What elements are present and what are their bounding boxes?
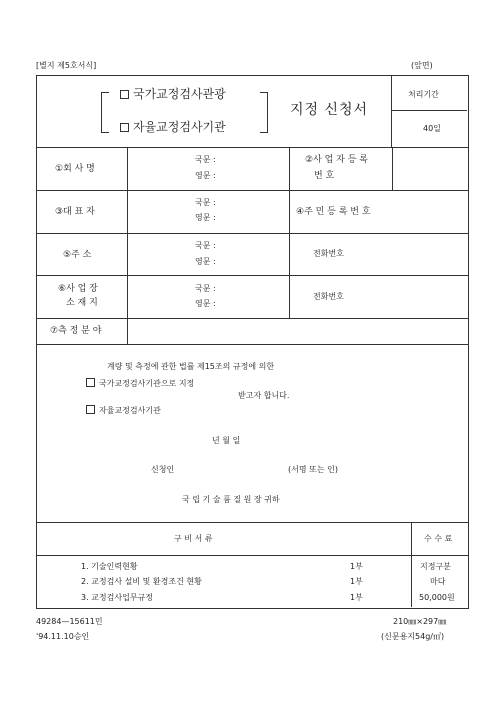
business-reg-label: ②사 업 자 등 록 [305,155,368,165]
body-option-national[interactable]: 국가교정검사기관으로 지정 [86,378,194,388]
paper-type: (신문용지54g/㎡) [381,632,445,641]
korean-label: 국문 : [195,284,216,293]
right-bracket [260,92,268,133]
page-side: (앞면) [411,61,433,70]
fee-line: 마다 [430,577,446,586]
processing-period-value: 40일 [423,124,441,133]
checkbox[interactable] [120,123,129,132]
applicant-label: 신청인 [151,465,175,474]
document-item: 3. 교정검사업무규정 [81,593,153,602]
body-option-voluntary[interactable]: 자율교정검사기관 [86,405,161,415]
korean-label: 국문 : [195,241,216,250]
english-label: 영문 : [195,257,216,266]
option-voluntary-agency[interactable]: 자율교정검사기관 [120,121,226,133]
checkbox[interactable] [86,378,95,387]
resident-number-label: ④주 민 등 록 번 호 [296,207,371,217]
form-number: [별지 제5호서식] [36,61,97,70]
english-label: 영문 : [195,213,216,222]
form-frame [36,75,469,609]
english-label: 영문 : [195,299,216,308]
checkbox[interactable] [86,405,95,414]
processing-period-label: 처리기간 [408,90,439,99]
company-name-label: ①회 사 명 [55,164,95,174]
document-qty: 1부 [350,562,363,571]
phone-label: 전화번호 [313,249,344,258]
fee-header: 수 수 료 [424,534,453,543]
request-text: 받고자 합니다. [238,391,290,400]
form-title: 지정 신청서 [290,102,369,118]
measurement-field-label: ⑦측 정 분 야 [50,326,102,336]
address-label: ⑤주 소 [63,250,92,260]
business-reg-label-2: 번 호 [314,171,335,181]
korean-label: 국문 : [195,155,216,164]
option-national-agency[interactable]: 국가교정검사관광 [120,88,226,100]
signature-label: (서명 또는 인) [288,465,338,474]
korean-label: 국문 : [195,198,216,207]
recipient-line: 국 립 기 술 품 질 원 장 귀하 [182,495,280,504]
site-label-2: 소 재 지 [66,298,98,308]
approval-date: '94.11.10승인 [36,632,90,641]
site-label: ⑥사 업 장 [58,284,98,294]
document-qty: 1부 [350,593,363,602]
english-label: 영문 : [195,171,216,180]
form-code: 49284—15611민 [36,617,103,626]
fee-line: 지정구분 [420,562,451,571]
document-item: 1. 기술인력현황 [81,562,138,571]
left-bracket [101,92,109,133]
phone-label: 전화번호 [313,292,344,301]
documents-header: 구 비 서 류 [174,534,213,543]
checkbox[interactable] [120,90,129,99]
document-item: 2. 교정검사 설비 및 환경조건 현황 [81,577,202,586]
intro-text: 계량 및 측정에 관한 법률 제15조의 규정에 의한 [107,362,275,371]
date-line: 년 월 일 [212,436,241,445]
paper-size: 210㎜×297㎜ [393,617,447,626]
fee-amount: 50,000원 [419,593,455,602]
document-qty: 1부 [350,577,363,586]
representative-label: ③대 표 자 [55,207,95,217]
